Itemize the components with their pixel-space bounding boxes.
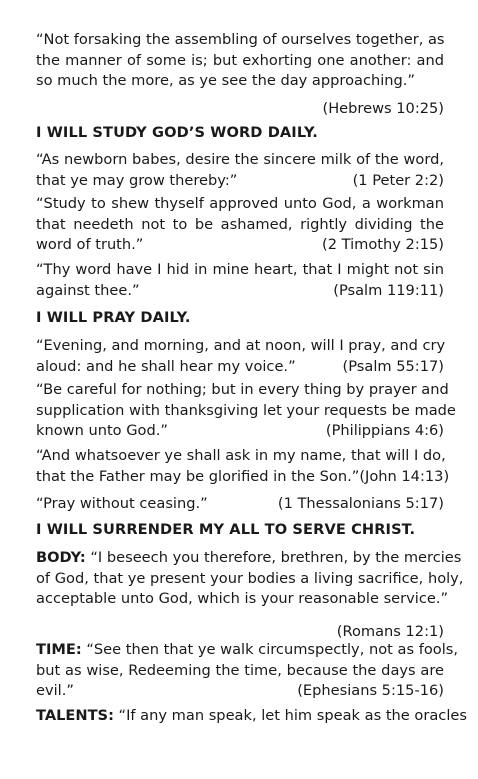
verse-reference: (Hebrews 10:25): [322, 99, 444, 117]
verse-line: that needeth not to be ashamed, rightly dividing the: [36, 215, 444, 233]
verse-line: “Be careful for nothing; but in every thing by prayer and: [36, 381, 449, 398]
verse-line: “Pray without ceasing.”: [36, 495, 208, 512]
verse-ephesians: [36, 640, 458, 702]
verse-reference: (Romans 12:1): [336, 622, 444, 640]
verse-line: acceptable unto God, which is your reasonable service.”: [36, 590, 449, 607]
verse-line: but as wise, Redeeming the time, because the days are: [36, 661, 444, 679]
verse-hebrews: [36, 30, 444, 119]
verse-psalm-55: [36, 336, 444, 377]
verse-line: aloud: and he shall hear my voice.”: [36, 357, 296, 375]
verse-reference: (2 Timothy 2:15): [322, 236, 444, 253]
verse-line: known unto God.”: [36, 422, 168, 439]
verse-reference: (1 Peter 2:2): [352, 171, 444, 189]
verse-reference: (1 Thessalonians 5:17): [277, 495, 444, 512]
verse-line: the manner of some is; but exhorting one another: and: [36, 51, 444, 69]
verse-reference: (Psalm 119:11): [333, 281, 444, 299]
verse-line: “Thy word have I hid in mine heart, that I might not sin: [36, 261, 444, 278]
verse-line: evil.”: [36, 682, 74, 699]
verse-label-body: BODY:: [36, 549, 86, 566]
verse-reference: (Ephesians 5:15-16): [297, 682, 444, 699]
verse-label-time: TIME:: [36, 641, 82, 658]
verse-john: [36, 446, 450, 487]
section-heading-surrender: I WILL SURRENDER MY ALL TO SERVE CHRIST.: [36, 521, 416, 538]
verse-line: of God, that ye present your bodies a living sacrifice, holy,: [36, 569, 464, 587]
verse-line: that the Father may be glorified in the Son.”: [36, 467, 360, 485]
verse-label-talents: TALENTS:: [36, 707, 114, 724]
section-heading-pray: I WILL PRAY DAILY.: [36, 309, 191, 326]
verse-line: against thee.”: [36, 281, 140, 299]
verse-line: word of truth.”: [36, 236, 144, 253]
verse-line: supplication with thanksgiving let your requests be made: [36, 401, 456, 419]
verse-reference: (John 14:13): [359, 467, 450, 485]
verse-philippians: [36, 380, 456, 442]
verse-thessalonians: [36, 494, 444, 515]
verse-timothy: [36, 194, 444, 256]
verse-line: “Evening, and morning, and at noon, will I pray, and cry: [36, 337, 446, 354]
verse-line: “As newborn babes, desire the sincere milk of the word,: [36, 151, 444, 168]
verse-line: BODY: “I beseech you therefore, brethren, by the mercies: [36, 549, 462, 566]
verse-psalm-119: [36, 260, 444, 301]
verse-peter: [36, 150, 444, 191]
verse-reference: (Philippians 4:6): [325, 422, 444, 439]
verse-line: TALENTS: “If any man speak, let him speak as the oracles: [36, 707, 467, 724]
verse-romans: [36, 548, 464, 642]
verse-line: “And whatsoever ye shall ask in my name, that will I do,: [36, 447, 446, 464]
verse-talents: [36, 706, 467, 727]
verse-reference: (Psalm 55:17): [342, 357, 444, 375]
verse-line: “Study to shew thyself approved unto God, a workman: [36, 195, 444, 212]
verse-line: TIME: “See then that ye walk circumspectly, not as fools,: [36, 641, 458, 658]
verse-line: that ye may grow thereby:”: [36, 171, 238, 189]
verse-line: so much the more, as ye see the day approaching.”: [36, 72, 415, 89]
section-heading-study: I WILL STUDY GOD’S WORD DAILY.: [36, 124, 318, 141]
verse-line: “Not forsaking the assembling of ourselves together, as: [36, 31, 445, 48]
